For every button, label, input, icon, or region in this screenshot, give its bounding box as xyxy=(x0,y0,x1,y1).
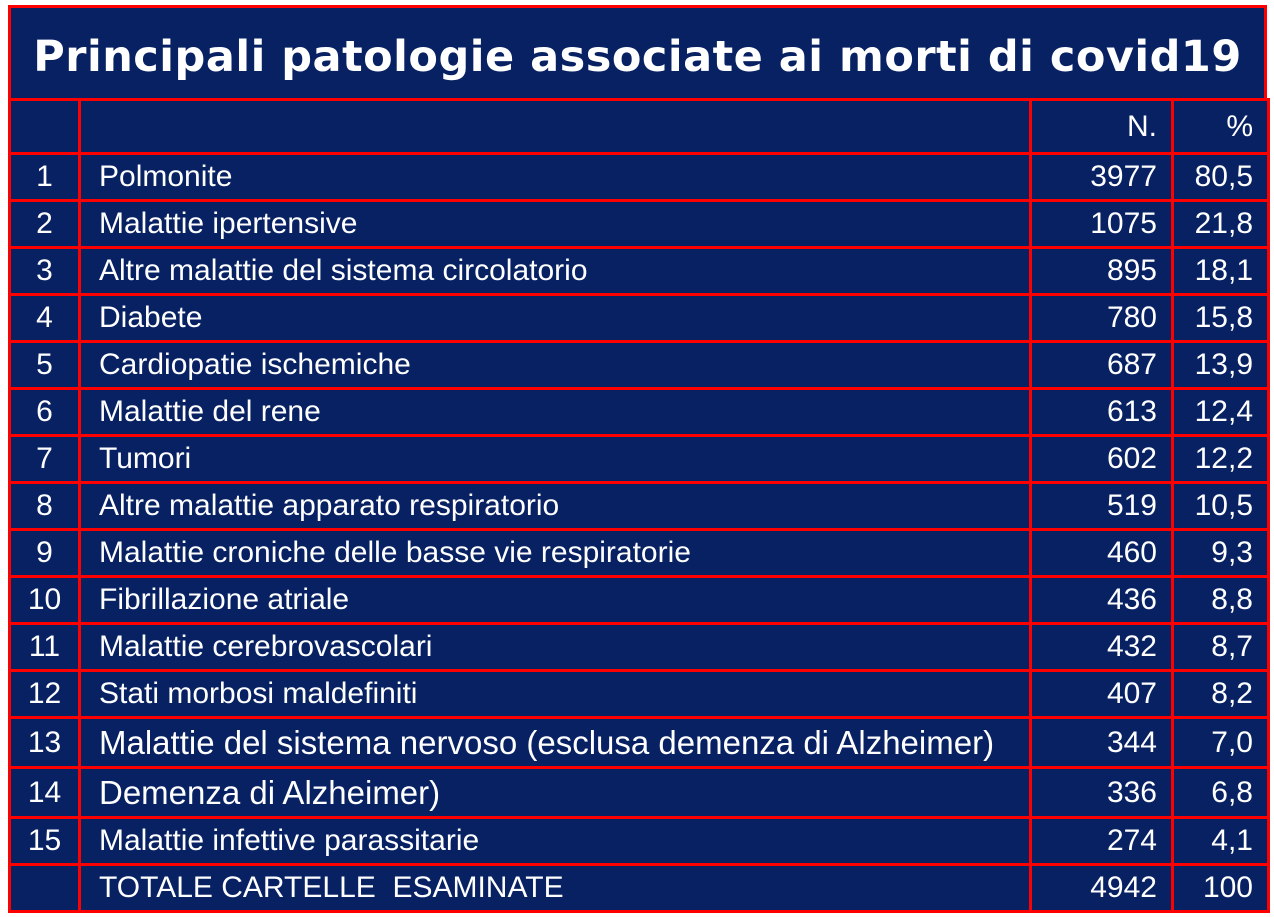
table-row xyxy=(10,295,1269,342)
row-number: 5 xyxy=(10,342,80,389)
row-number: 1 xyxy=(10,154,80,201)
row-label: Malattie cerebrovascolari xyxy=(80,624,1031,671)
row-percent: 10,5 xyxy=(1173,483,1269,530)
row-number: 14 xyxy=(10,768,80,818)
row-count: 336 xyxy=(1031,768,1173,818)
row-label: Diabete xyxy=(80,295,1031,342)
header-count: N. xyxy=(1031,100,1173,154)
row-count: 613 xyxy=(1031,389,1173,436)
row-number: 12 xyxy=(10,671,80,718)
row-label: Demenza di Alzheimer) xyxy=(80,768,1031,818)
row-count: 1075 xyxy=(1031,201,1173,248)
row-percent: 8,7 xyxy=(1173,624,1269,671)
row-label: Malattie croniche delle basse vie respiratorie xyxy=(80,530,1031,577)
row-count: 274 xyxy=(1031,818,1173,865)
row-number: 13 xyxy=(10,718,80,768)
row-label: Malattie infettive parassitarie xyxy=(80,818,1031,865)
header-label xyxy=(80,100,1031,154)
row-number: 2 xyxy=(10,201,80,248)
row-percent: 4,1 xyxy=(1173,818,1269,865)
row-label: Malattie ipertensive xyxy=(80,201,1031,248)
total-percent: 100 xyxy=(1173,865,1269,912)
row-number: 15 xyxy=(10,818,80,865)
table-row xyxy=(10,530,1269,577)
row-count: 407 xyxy=(1031,671,1173,718)
table-row xyxy=(10,436,1269,483)
row-label: Stati morbosi maldefiniti xyxy=(80,671,1031,718)
row-label: Malattie del sistema nervoso (esclusa demenza di Alzheimer) xyxy=(80,718,1031,768)
row-count: 3977 xyxy=(1031,154,1173,201)
row-percent: 15,8 xyxy=(1173,295,1269,342)
row-label: Altre malattie apparato respiratorio xyxy=(80,483,1031,530)
table-row xyxy=(10,671,1269,718)
header-percent: % xyxy=(1173,100,1269,154)
row-label: Altre malattie del sistema circolatorio xyxy=(80,248,1031,295)
row-label: Cardiopatie ischemiche xyxy=(80,342,1031,389)
table-row xyxy=(10,718,1269,768)
row-percent: 12,4 xyxy=(1173,389,1269,436)
row-number: 3 xyxy=(10,248,80,295)
table-row xyxy=(10,624,1269,671)
table-row xyxy=(10,248,1269,295)
page-title: Principali patologie associate ai morti di covid19 xyxy=(33,32,1242,82)
row-count: 519 xyxy=(1031,483,1173,530)
table-row xyxy=(10,154,1269,201)
row-number: 8 xyxy=(10,483,80,530)
row-count: 432 xyxy=(1031,624,1173,671)
table-row xyxy=(10,577,1269,624)
table-header-row xyxy=(10,100,1269,154)
row-count: 895 xyxy=(1031,248,1173,295)
row-count: 780 xyxy=(1031,295,1173,342)
table-row xyxy=(10,768,1269,818)
row-label: Polmonite xyxy=(80,154,1031,201)
table-row xyxy=(10,342,1269,389)
total-label: TOTALE CARTELLE ESAMINATE xyxy=(80,865,1031,912)
row-count: 602 xyxy=(1031,436,1173,483)
row-percent: 13,9 xyxy=(1173,342,1269,389)
total-number xyxy=(10,865,80,912)
row-number: 9 xyxy=(10,530,80,577)
table-row xyxy=(10,201,1269,248)
table-row xyxy=(10,483,1269,530)
row-number: 7 xyxy=(10,436,80,483)
row-label: Tumori xyxy=(80,436,1031,483)
row-percent: 6,8 xyxy=(1173,768,1269,818)
row-number: 4 xyxy=(10,295,80,342)
row-number: 10 xyxy=(10,577,80,624)
row-count: 687 xyxy=(1031,342,1173,389)
row-count: 344 xyxy=(1031,718,1173,768)
table-row xyxy=(10,818,1269,865)
row-number: 11 xyxy=(10,624,80,671)
row-percent: 8,8 xyxy=(1173,577,1269,624)
row-number: 6 xyxy=(10,389,80,436)
total-count: 4942 xyxy=(1031,865,1173,912)
row-percent: 12,2 xyxy=(1173,436,1269,483)
header-num xyxy=(10,100,80,154)
table-row xyxy=(10,389,1269,436)
row-percent: 8,2 xyxy=(1173,671,1269,718)
row-count: 436 xyxy=(1031,577,1173,624)
row-percent: 7,0 xyxy=(1173,718,1269,768)
row-label: Malattie del rene xyxy=(80,389,1031,436)
row-percent: 9,3 xyxy=(1173,530,1269,577)
row-label: Fibrillazione atriale xyxy=(80,577,1031,624)
row-percent: 18,1 xyxy=(1173,248,1269,295)
row-percent: 80,5 xyxy=(1173,154,1269,201)
table-total-row xyxy=(10,865,1269,912)
row-count: 460 xyxy=(1031,530,1173,577)
pathologies-table xyxy=(8,98,1270,913)
row-percent: 21,8 xyxy=(1173,201,1269,248)
